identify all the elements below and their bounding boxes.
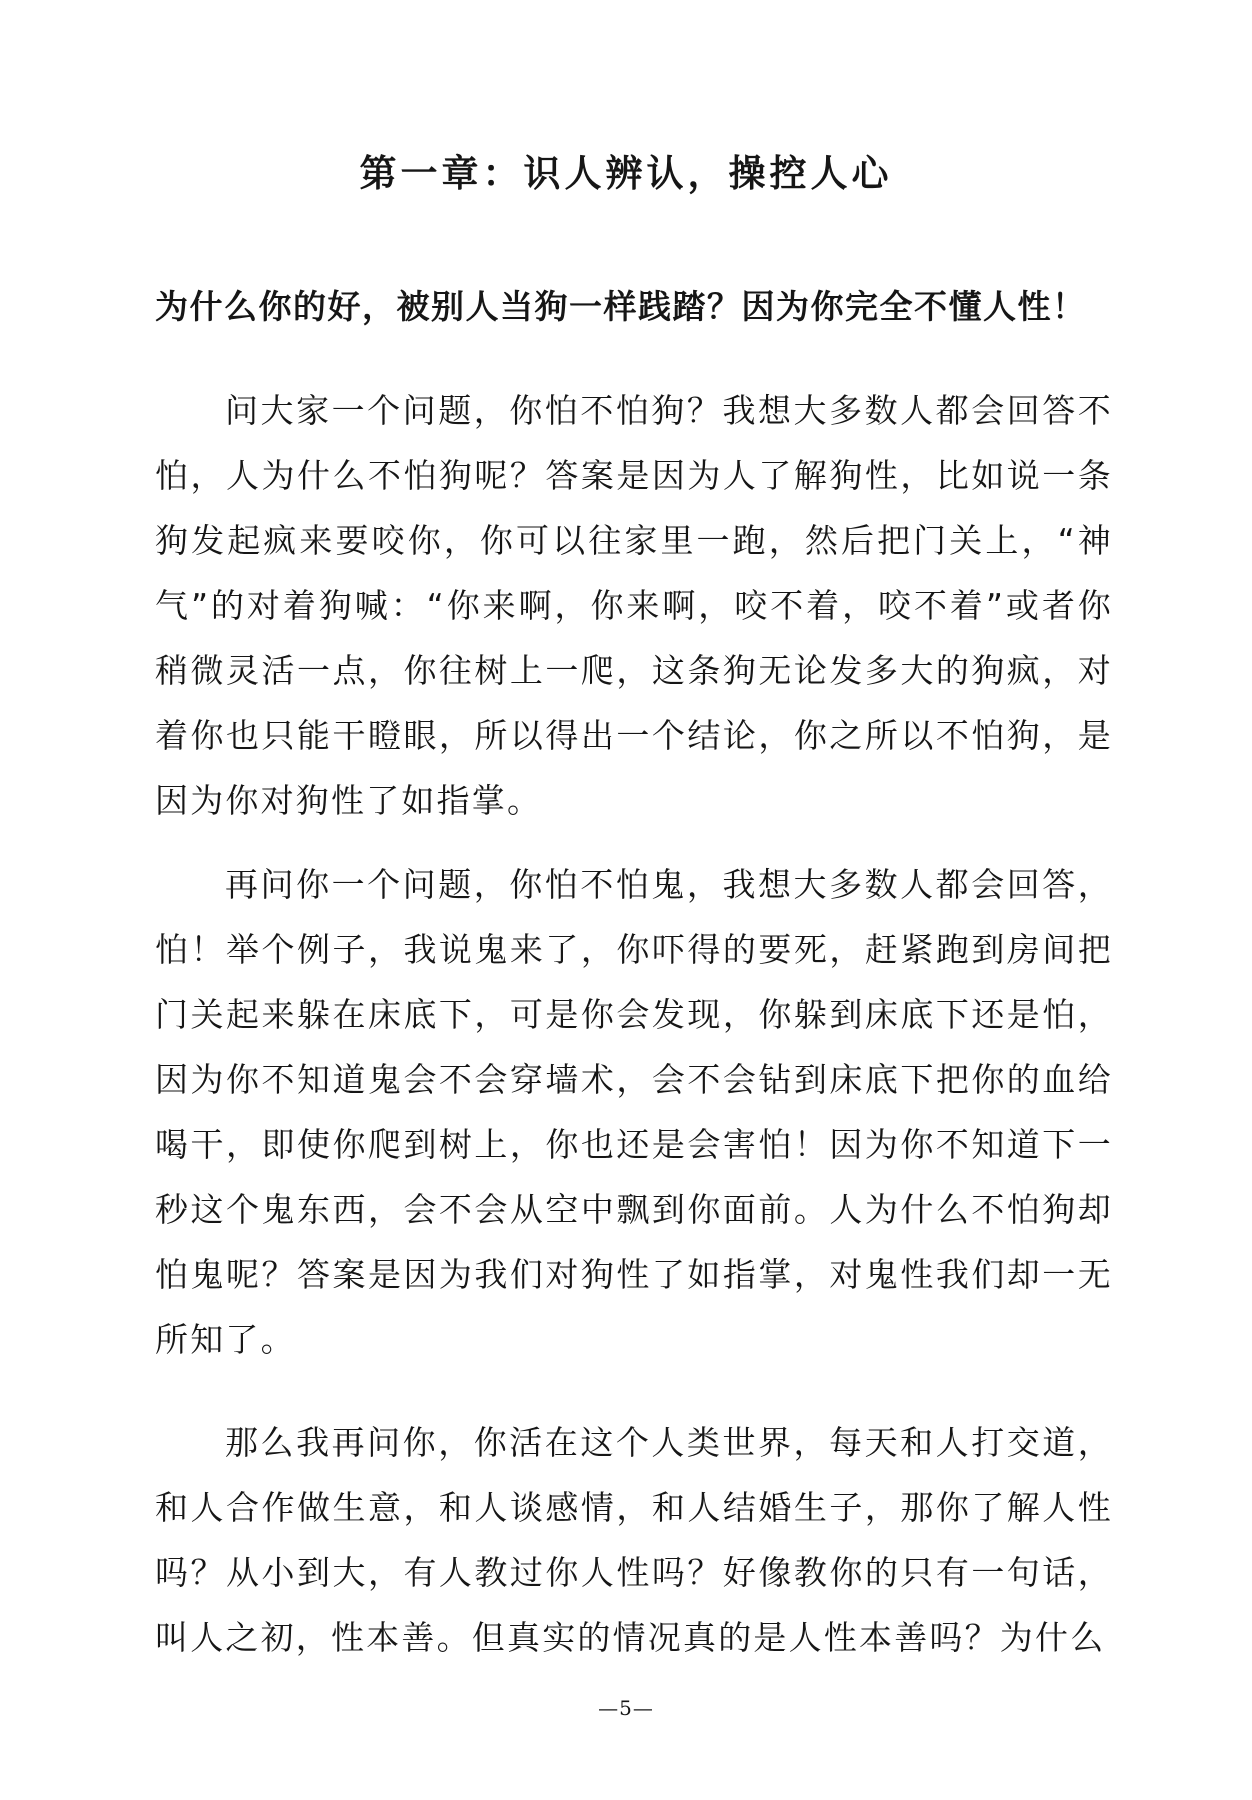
body-paragraph-3: 那么我再问你，你活在这个人类世界，每天和人打交道，和人合作做生意，和人谈感情，和人结婚生子，那你了解人性吗？从小到大，有人教过你人性吗？好像教你的只有一句话，叫人之初，性本善。但真实的情况真的是人性本善吗？为什么 (155, 1423, 1113, 1657)
section-heading: 为什么你的好，被别人当狗一样践踏？因为你完全不懂人性！ (155, 287, 1087, 326)
body-paragraph-2: 再问你一个问题，你怕不怕鬼，我想大多数人都会回答，怕！举个例子，我说鬼来了，你吓得的要死，赶紧跑到房间把门关起来躲在床底下，可是你会发现，你躲到床底下还是怕，因为你不知道鬼会不会穿墙术，会不会钻到床底下把你的血给喝干，即使你爬到树上，你也还是会害怕！因为你不知道下一秒这个鬼东西，会不会从空中飘到你面前。人为什么不怕狗却怕鬼呢？答案是因为我们对狗性了如指掌，对鬼性我们却一无所知了。 (155, 865, 1113, 1359)
chapter-title: 第一章：识人辨认，操控人心 (359, 152, 893, 195)
page-number: —5— (598, 1696, 654, 1720)
body-paragraph-1: 问大家一个问题，你怕不怕狗？我想大多数人都会回答不怕，人为什么不怕狗呢？答案是因为人了解狗性，比如说一条狗发起疯来要咬你，你可以往家里一跑，然后把门关上，“神气”的对着狗喊：“你来啊，你来啊，咬不着，咬不着”或者你稍微灵活一点，你往树上一爬，这条狗无论发多大的狗疯，对着你也只能干瞪眼，所以得出一个结论，你之所以不怕狗，是因为你对狗性了如指掌。 (155, 391, 1113, 820)
